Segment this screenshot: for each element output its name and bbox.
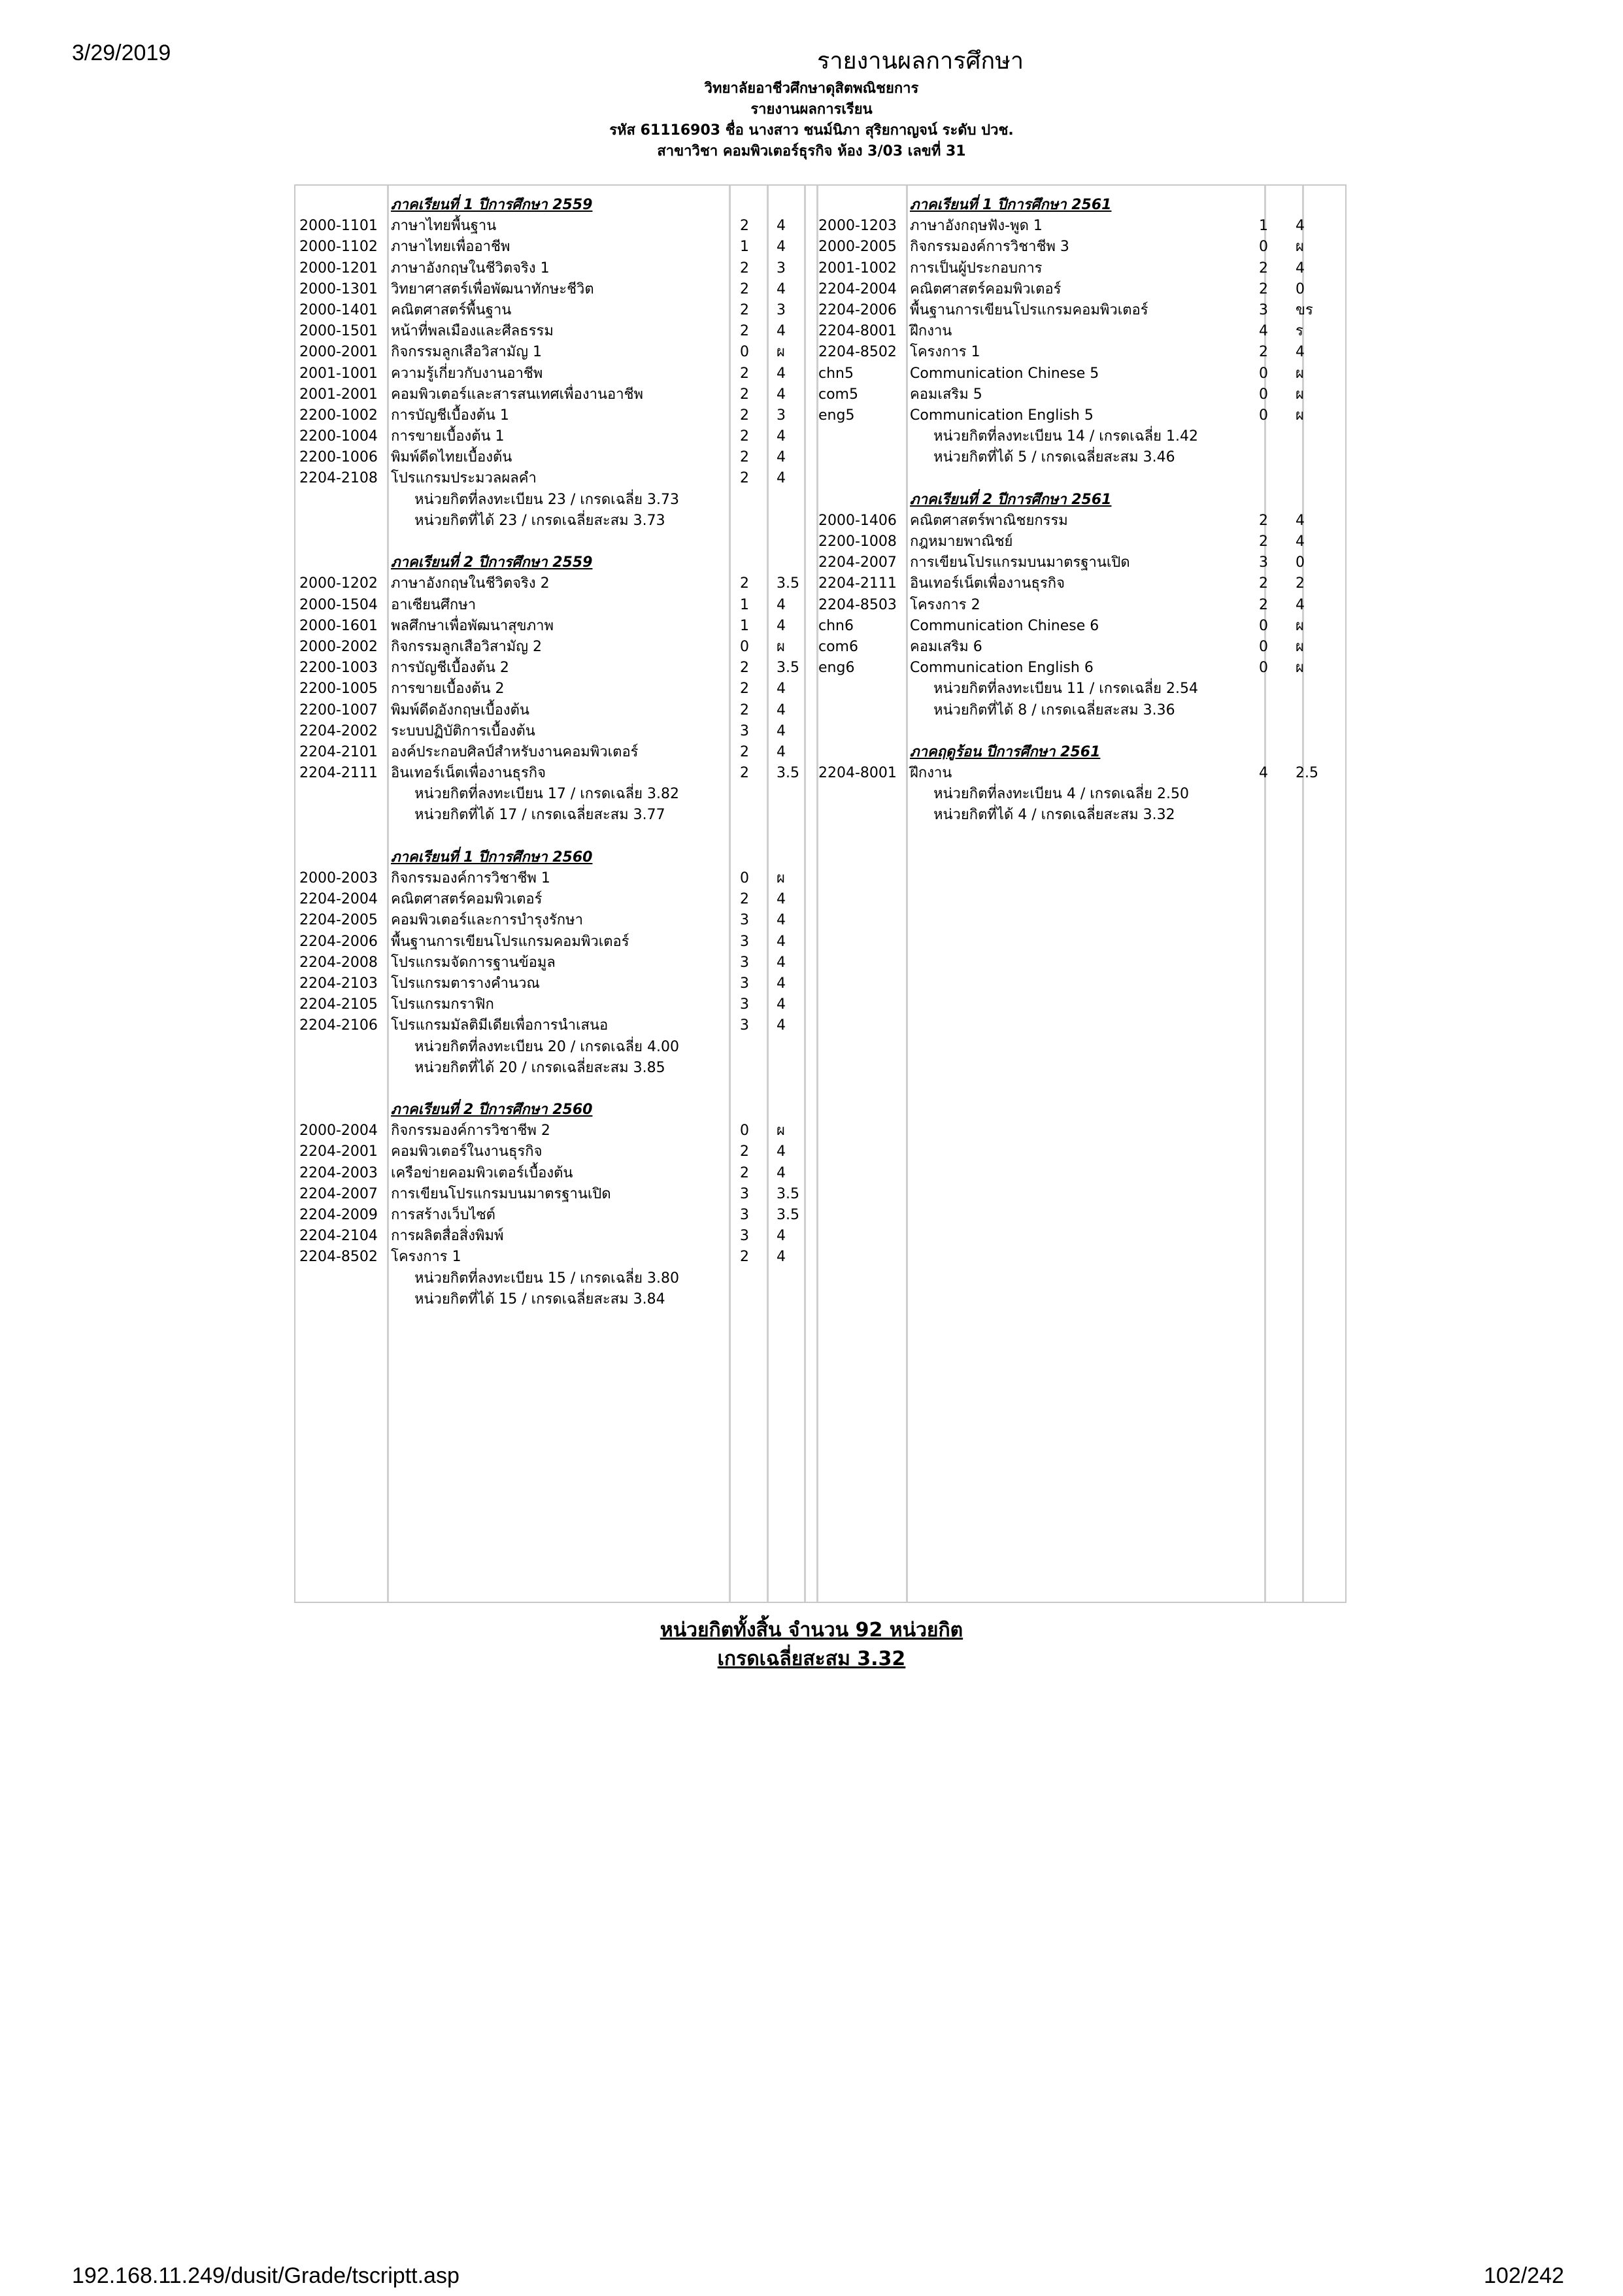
course-grade: ผ xyxy=(1296,239,1304,256)
course-grade: ผ xyxy=(1296,638,1304,655)
column-divider xyxy=(906,186,908,1602)
course-credits: 2 xyxy=(740,365,749,382)
page-url: 192.168.11.249/dusit/Grade/tscriptt.asp xyxy=(72,2263,460,2288)
course-code: 2000-1201 xyxy=(299,260,378,277)
course-name: คอมเสริม 5 xyxy=(910,386,982,403)
course-name: กิจกรรมองค์การวิชาชีพ 2 xyxy=(391,1123,550,1140)
course-name: คอมพิวเตอร์และการบำรุงรักษา xyxy=(391,912,583,929)
course-credits: 3 xyxy=(740,1228,749,1245)
course-grade: 3 xyxy=(777,301,786,318)
course-code: chn5 xyxy=(818,365,854,382)
course-code: 2000-1401 xyxy=(299,301,378,318)
course-name: ภาษาอังกฤษในชีวิตจริง 1 xyxy=(391,260,550,277)
course-credits: 2 xyxy=(740,449,749,466)
course-credits: 2 xyxy=(1259,280,1268,297)
course-code: 2204-2008 xyxy=(299,954,378,971)
course-credits: 2 xyxy=(740,1143,749,1160)
course-grade: 4 xyxy=(777,954,786,971)
course-grade: 4 xyxy=(777,365,786,382)
course-name: โปรแกรมตารางคำนวณ xyxy=(391,975,540,992)
course-credits: 0 xyxy=(740,638,749,655)
course-name: Communication Chinese 5 xyxy=(910,365,1099,382)
course-code: 2204-8503 xyxy=(818,596,897,613)
course-name: เครือข่ายคอมพิวเตอร์เบื้องต้น xyxy=(391,1164,573,1181)
course-credits: 0 xyxy=(1259,638,1268,655)
course-name: Communication English 5 xyxy=(910,407,1094,424)
course-code: 2000-2001 xyxy=(299,344,378,361)
course-code: 2204-8001 xyxy=(818,323,897,340)
course-code: 2000-1101 xyxy=(299,218,378,235)
course-credits: 4 xyxy=(1259,323,1268,340)
course-credits: 3 xyxy=(740,912,749,929)
course-name: การบัญชีเบื้องต้น 1 xyxy=(391,407,509,424)
course-credits: 2 xyxy=(1259,344,1268,361)
course-credits: 2 xyxy=(740,765,749,782)
course-code: 2204-2108 xyxy=(299,470,378,487)
course-name: การเป็นผู้ประกอบการ xyxy=(910,260,1043,277)
course-grade: 2.5 xyxy=(1296,765,1318,782)
course-credits: 0 xyxy=(740,344,749,361)
course-name: การเขียนโปรแกรมบนมาตรฐานเปิด xyxy=(391,1185,611,1202)
course-grade: ผ xyxy=(1296,365,1304,382)
course-grade: 3.5 xyxy=(777,1207,799,1223)
course-name: คณิตศาสตร์พื้นฐาน xyxy=(391,301,512,318)
summary-text: หน่วยกิตที่ลงทะเบียน 23 / เกรดเฉลี่ย 3.73 xyxy=(414,491,680,508)
course-code: 2204-2009 xyxy=(299,1207,378,1223)
summary-text: หน่วยกิตที่ได้ 20 / เกรดเฉลี่ยสะสม 3.85 xyxy=(414,1059,665,1076)
summary-text: หน่วยกิตที่ได้ 4 / เกรดเฉลี่ยสะสม 3.32 xyxy=(933,807,1175,824)
course-code: 2204-2006 xyxy=(818,301,897,318)
course-credits: 2 xyxy=(740,891,749,908)
course-code: 2001-1001 xyxy=(299,365,378,382)
student-info: รหัส 61116903 ชื่อ นางสาว ชนม์นิภา สุริยกาญจน์ ระดับ ปวช. xyxy=(609,122,1014,139)
course-name: การผลิตสื่อสิ่งพิมพ์ xyxy=(391,1228,504,1245)
course-name: คณิตศาสตร์คอมพิวเตอร์ xyxy=(910,280,1062,297)
course-grade: 4 xyxy=(777,975,786,992)
semester-title: ภาคเรียนที่ 2 ปีการศึกษา 2561 xyxy=(910,491,1112,508)
course-credits: 3 xyxy=(740,975,749,992)
course-name: อินเทอร์เน็ตเพื่องานธุรกิจ xyxy=(391,765,546,782)
course-credits: 2 xyxy=(740,743,749,760)
semester-title: ภาคเรียนที่ 1 ปีการศึกษา 2559 xyxy=(391,197,593,213)
course-credits: 2 xyxy=(740,470,749,487)
page-number: 102/242 xyxy=(1484,2263,1564,2288)
course-grade: 4 xyxy=(1296,260,1305,277)
course-grade: 4 xyxy=(777,1228,786,1245)
course-grade: 4 xyxy=(1296,344,1305,361)
course-name: โครงการ 2 xyxy=(910,596,980,613)
course-name: การเขียนโปรแกรมบนมาตรฐานเปิด xyxy=(910,554,1130,571)
summary-text: หน่วยกิตที่ได้ 23 / เกรดเฉลี่ยสะสม 3.73 xyxy=(414,512,665,529)
course-code: 2000-1102 xyxy=(299,239,378,256)
course-grade: 4 xyxy=(777,933,786,950)
column-divider xyxy=(767,186,769,1602)
course-code: 2000-1203 xyxy=(818,218,897,235)
course-grade: 3 xyxy=(777,260,786,277)
course-code: 2000-2005 xyxy=(818,239,897,256)
course-grade: 4 xyxy=(777,722,786,739)
summary-text: หน่วยกิตที่ลงทะเบียน 17 / เกรดเฉลี่ย 3.82 xyxy=(414,786,680,803)
course-credits: 2 xyxy=(740,575,749,592)
course-credits: 2 xyxy=(740,660,749,677)
course-grade: ผ xyxy=(777,1123,785,1140)
course-credits: 0 xyxy=(1259,617,1268,634)
course-grade: ผ xyxy=(1296,407,1304,424)
course-code: 2204-2111 xyxy=(299,765,378,782)
semester-title: ภาคฤดูร้อน ปีการศึกษา 2561 xyxy=(910,743,1101,760)
course-name: พื้นฐานการเขียนโปรแกรมคอมพิวเตอร์ xyxy=(910,301,1148,318)
course-code: 2200-1004 xyxy=(299,428,378,445)
course-code: 2204-8502 xyxy=(299,1249,378,1266)
course-code: 2001-2001 xyxy=(299,386,378,403)
course-grade: 3.5 xyxy=(777,660,799,677)
course-code: 2204-8502 xyxy=(818,344,897,361)
course-code: chn6 xyxy=(818,617,854,634)
course-name: ระบบปฏิบัติการเบื้องต้น xyxy=(391,722,535,739)
course-credits: 2 xyxy=(740,407,749,424)
course-name: โปรแกรมประมวลผลคำ xyxy=(391,470,537,487)
course-credits: 0 xyxy=(1259,407,1268,424)
course-credits: 2 xyxy=(1259,260,1268,277)
course-name: โปรแกรมจัดการฐานข้อมูล xyxy=(391,954,556,971)
course-code: 2204-2111 xyxy=(818,575,897,592)
course-name: ความรู้เกี่ยวกับงานอาชีพ xyxy=(391,365,543,382)
summary-text: หน่วยกิตที่ได้ 15 / เกรดเฉลี่ยสะสม 3.84 xyxy=(414,1291,665,1308)
course-name: Communication English 6 xyxy=(910,660,1094,677)
course-grade: ผ xyxy=(777,638,785,655)
course-code: 2204-2101 xyxy=(299,743,378,760)
course-code: eng6 xyxy=(818,660,855,677)
course-credits: 2 xyxy=(740,301,749,318)
course-credits: 0 xyxy=(1259,365,1268,382)
column-divider xyxy=(387,186,389,1602)
course-name: ฝึกงาน xyxy=(910,765,952,782)
course-grade: 4 xyxy=(777,470,786,487)
course-credits: 2 xyxy=(740,260,749,277)
course-credits: 3 xyxy=(740,1185,749,1202)
course-name: Communication Chinese 6 xyxy=(910,617,1099,634)
course-credits: 3 xyxy=(740,996,749,1013)
course-code: 2200-1005 xyxy=(299,681,378,698)
course-credits: 2 xyxy=(1259,533,1268,550)
summary-text: หน่วยกิตที่ได้ 17 / เกรดเฉลี่ยสะสม 3.77 xyxy=(414,807,665,824)
course-credits: 2 xyxy=(740,280,749,297)
course-name: ภาษาอังกฤษในชีวิตจริง 2 xyxy=(391,575,550,592)
course-code: 2000-1406 xyxy=(818,512,897,529)
course-credits: 0 xyxy=(1259,660,1268,677)
summary-text: หน่วยกิตที่ลงทะเบียน 15 / เกรดเฉลี่ย 3.80 xyxy=(414,1270,680,1287)
college-name: วิทยาลัยอาชีวศึกษาดุสิตพณิชยการ xyxy=(704,80,919,97)
course-credits: 3 xyxy=(740,933,749,950)
course-credits: 4 xyxy=(1259,765,1268,782)
course-name: พลศึกษาเพื่อพัฒนาสุขภาพ xyxy=(391,617,554,634)
course-name: ภาษาอังกฤษฟัง-พูด 1 xyxy=(910,218,1043,235)
semester-title: ภาคเรียนที่ 2 ปีการศึกษา 2560 xyxy=(391,1102,593,1119)
course-credits: 2 xyxy=(1259,512,1268,529)
course-code: 2204-2004 xyxy=(299,891,378,908)
course-credits: 2 xyxy=(740,681,749,698)
course-code: 2204-2001 xyxy=(299,1143,378,1160)
summary-text: หน่วยกิตที่ได้ 8 / เกรดเฉลี่ยสะสม 3.36 xyxy=(933,701,1175,718)
course-grade: 4 xyxy=(777,1143,786,1160)
total-credits: หน่วยกิตทั้งสิ้น จำนวน 92 หน่วยกิต xyxy=(660,1619,963,1642)
course-grade: ผ xyxy=(1296,660,1304,677)
course-code: 2200-1007 xyxy=(299,701,378,718)
course-name: การขายเบื้องต้น 2 xyxy=(391,681,505,698)
course-grade: 4 xyxy=(777,1017,786,1034)
course-name: ภาษาไทยเพื่ออาชีพ xyxy=(391,239,510,256)
course-code: 2204-2104 xyxy=(299,1228,378,1245)
course-code: com6 xyxy=(818,638,858,655)
course-credits: 0 xyxy=(740,1123,749,1140)
course-name: คณิตศาสตร์คอมพิวเตอร์ xyxy=(391,891,543,908)
column-divider xyxy=(729,186,731,1602)
column-divider xyxy=(804,186,806,1602)
course-name: พิมพ์ดีดอังกฤษเบื้องต้น xyxy=(391,701,529,718)
course-grade: 4 xyxy=(1296,218,1305,235)
course-credits: 3 xyxy=(740,722,749,739)
course-code: 2000-2002 xyxy=(299,638,378,655)
course-code: 2200-1006 xyxy=(299,449,378,466)
course-credits: 2 xyxy=(740,1164,749,1181)
course-name: กิจกรรมองค์การวิชาชีพ 1 xyxy=(391,870,550,886)
summary-text: หน่วยกิตที่ลงทะเบียน 11 / เกรดเฉลี่ย 2.54 xyxy=(933,681,1199,698)
course-credits: 0 xyxy=(1259,386,1268,403)
course-code: 2000-1504 xyxy=(299,596,378,613)
course-credits: 0 xyxy=(1259,239,1268,256)
course-code: 2200-1008 xyxy=(818,533,897,550)
course-credits: 3 xyxy=(740,1207,749,1223)
course-grade: 4 xyxy=(777,681,786,698)
course-credits: 2 xyxy=(740,386,749,403)
course-name: พื้นฐานการเขียนโปรแกรมคอมพิวเตอร์ xyxy=(391,933,629,950)
course-credits: 1 xyxy=(1259,218,1268,235)
course-grade: 4 xyxy=(1296,533,1305,550)
course-code: 2204-2003 xyxy=(299,1164,378,1181)
course-code: 2001-1002 xyxy=(818,260,897,277)
course-grade: 4 xyxy=(1296,512,1305,529)
course-grade: 4 xyxy=(777,428,786,445)
summary-text: หน่วยกิตที่ลงทะเบียน 14 / เกรดเฉลี่ย 1.42 xyxy=(933,428,1199,445)
course-name: การขายเบื้องต้น 1 xyxy=(391,428,505,445)
course-code: 2000-1601 xyxy=(299,617,378,634)
course-grade: 3 xyxy=(777,407,786,424)
course-grade: 4 xyxy=(777,323,786,340)
course-grade: 3.5 xyxy=(777,765,799,782)
summary-text: หน่วยกิตที่ได้ 5 / เกรดเฉลี่ยสะสม 3.46 xyxy=(933,449,1175,466)
course-name: คอมเสริม 6 xyxy=(910,638,982,655)
report-title: รายงานผลการเรียน xyxy=(750,101,873,118)
course-name: กิจกรรมองค์การวิชาชีพ 3 xyxy=(910,239,1069,256)
print-date: 3/29/2019 xyxy=(72,41,171,65)
course-name: โปรแกรมมัลติมีเดียเพื่อการนำเสนอ xyxy=(391,1017,609,1034)
course-credits: 1 xyxy=(740,596,749,613)
course-credits: 3 xyxy=(740,954,749,971)
course-credits: 2 xyxy=(740,428,749,445)
course-name: หน้าที่พลเมืองและศีลธรรม xyxy=(391,323,554,340)
course-credits: 1 xyxy=(740,239,749,256)
course-name: ฝึกงาน xyxy=(910,323,952,340)
course-grade: 4 xyxy=(1296,596,1305,613)
gpax: เกรดเฉลี่ยสะสม 3.32 xyxy=(717,1647,906,1670)
course-grade: ขร xyxy=(1296,301,1313,318)
course-name: กิจกรรมลูกเสือวิสามัญ 1 xyxy=(391,344,542,361)
course-credits: 2 xyxy=(740,1249,749,1266)
course-grade: ผ xyxy=(1296,617,1304,634)
course-grade: 2 xyxy=(1296,575,1305,592)
course-grade: 0 xyxy=(1296,554,1305,571)
course-name: การบัญชีเบื้องต้น 2 xyxy=(391,660,509,677)
course-code: 2204-2002 xyxy=(299,722,378,739)
course-code: 2204-2105 xyxy=(299,996,378,1013)
course-name: อินเทอร์เน็ตเพื่องานธุรกิจ xyxy=(910,575,1065,592)
course-name: วิทยาศาสตร์เพื่อพัฒนาทักษะชีวิต xyxy=(391,280,594,297)
course-credits: 2 xyxy=(1259,575,1268,592)
transcript-table xyxy=(294,184,1347,1603)
course-code: 2000-2003 xyxy=(299,870,378,886)
course-code: 2204-2004 xyxy=(818,280,897,297)
course-code: 2200-1002 xyxy=(299,407,378,424)
course-grade: 4 xyxy=(777,280,786,297)
program-info: สาขาวิชา คอมพิวเตอร์ธุรกิจ ห้อง 3/03 เลขที่ 31 xyxy=(657,143,966,160)
course-name: โปรแกรมกราฟิก xyxy=(391,996,494,1013)
course-grade: 4 xyxy=(777,996,786,1013)
course-grade: ผ xyxy=(777,870,785,886)
course-credits: 2 xyxy=(740,701,749,718)
course-grade: 4 xyxy=(777,239,786,256)
course-grade: 4 xyxy=(777,386,786,403)
course-code: 2204-8001 xyxy=(818,765,897,782)
course-name: คอมพิวเตอร์และสารสนเทศเพื่องานอาชีพ xyxy=(391,386,644,403)
summary-text: หน่วยกิตที่ลงทะเบียน 4 / เกรดเฉลี่ย 2.50 xyxy=(933,786,1190,803)
course-credits: 3 xyxy=(1259,301,1268,318)
course-code: eng5 xyxy=(818,407,855,424)
course-grade: 0 xyxy=(1296,280,1305,297)
course-grade: 4 xyxy=(777,596,786,613)
course-code: 2204-2103 xyxy=(299,975,378,992)
course-code: 2204-2007 xyxy=(818,554,897,571)
course-grade: 4 xyxy=(777,701,786,718)
transcript-header xyxy=(0,78,1623,162)
course-code: 2000-1202 xyxy=(299,575,378,592)
course-code: 2200-1003 xyxy=(299,660,378,677)
semester-title: ภาคเรียนที่ 1 ปีการศึกษา 2561 xyxy=(910,197,1112,213)
course-grade: ผ xyxy=(1296,386,1304,403)
course-grade: 4 xyxy=(777,891,786,908)
course-credits: 2 xyxy=(1259,596,1268,613)
course-name: กฎหมายพาณิชย์ xyxy=(910,533,1013,550)
course-grade: ร xyxy=(1296,323,1303,340)
course-name: คณิตศาสตร์พาณิชยกรรม xyxy=(910,512,1068,529)
summary-text: หน่วยกิตที่ลงทะเบียน 20 / เกรดเฉลี่ย 4.00 xyxy=(414,1038,680,1055)
course-name: โครงการ 1 xyxy=(910,344,980,361)
course-credits: 0 xyxy=(740,870,749,886)
course-name: ภาษาไทยพื้นฐาน xyxy=(391,218,497,235)
course-name: พิมพ์ดีดไทยเบื้องต้น xyxy=(391,449,512,466)
course-grade: 3.5 xyxy=(777,575,799,592)
course-name: กิจกรรมลูกเสือวิสามัญ 2 xyxy=(391,638,542,655)
course-code: 2204-2106 xyxy=(299,1017,378,1034)
course-code: 2204-2007 xyxy=(299,1185,378,1202)
course-credits: 3 xyxy=(740,1017,749,1034)
course-grade: 3.5 xyxy=(777,1185,799,1202)
course-credits: 2 xyxy=(740,323,749,340)
course-grade: 4 xyxy=(777,1164,786,1181)
course-grade: ผ xyxy=(777,344,785,361)
course-name: คอมพิวเตอร์ในงานธุรกิจ xyxy=(391,1143,543,1160)
semester-title: ภาคเรียนที่ 1 ปีการศึกษา 2560 xyxy=(391,849,593,866)
course-grade: 4 xyxy=(777,218,786,235)
course-code: com5 xyxy=(818,386,858,403)
course-credits: 3 xyxy=(1259,554,1268,571)
course-grade: 4 xyxy=(777,743,786,760)
course-grade: 4 xyxy=(777,1249,786,1266)
course-credits: 2 xyxy=(740,218,749,235)
course-grade: 4 xyxy=(777,912,786,929)
course-credits: 1 xyxy=(740,617,749,634)
course-name: องค์ประกอบศิลป์สำหรับงานคอมพิวเตอร์ xyxy=(391,743,639,760)
course-name: อาเซียนศึกษา xyxy=(391,596,477,613)
course-grade: 4 xyxy=(777,617,786,634)
course-code: 2204-2005 xyxy=(299,912,378,929)
course-code: 2000-2004 xyxy=(299,1123,378,1140)
course-code: 2204-2006 xyxy=(299,933,378,950)
semester-title: ภาคเรียนที่ 2 ปีการศึกษา 2559 xyxy=(391,554,593,571)
course-code: 2000-1501 xyxy=(299,323,378,340)
course-code: 2000-1301 xyxy=(299,280,378,297)
print-title: รายงานผลการศึกษา xyxy=(817,47,1024,74)
course-name: การสร้างเว็บไซต์ xyxy=(391,1207,495,1223)
course-name: โครงการ 1 xyxy=(391,1249,461,1266)
course-grade: 4 xyxy=(777,449,786,466)
